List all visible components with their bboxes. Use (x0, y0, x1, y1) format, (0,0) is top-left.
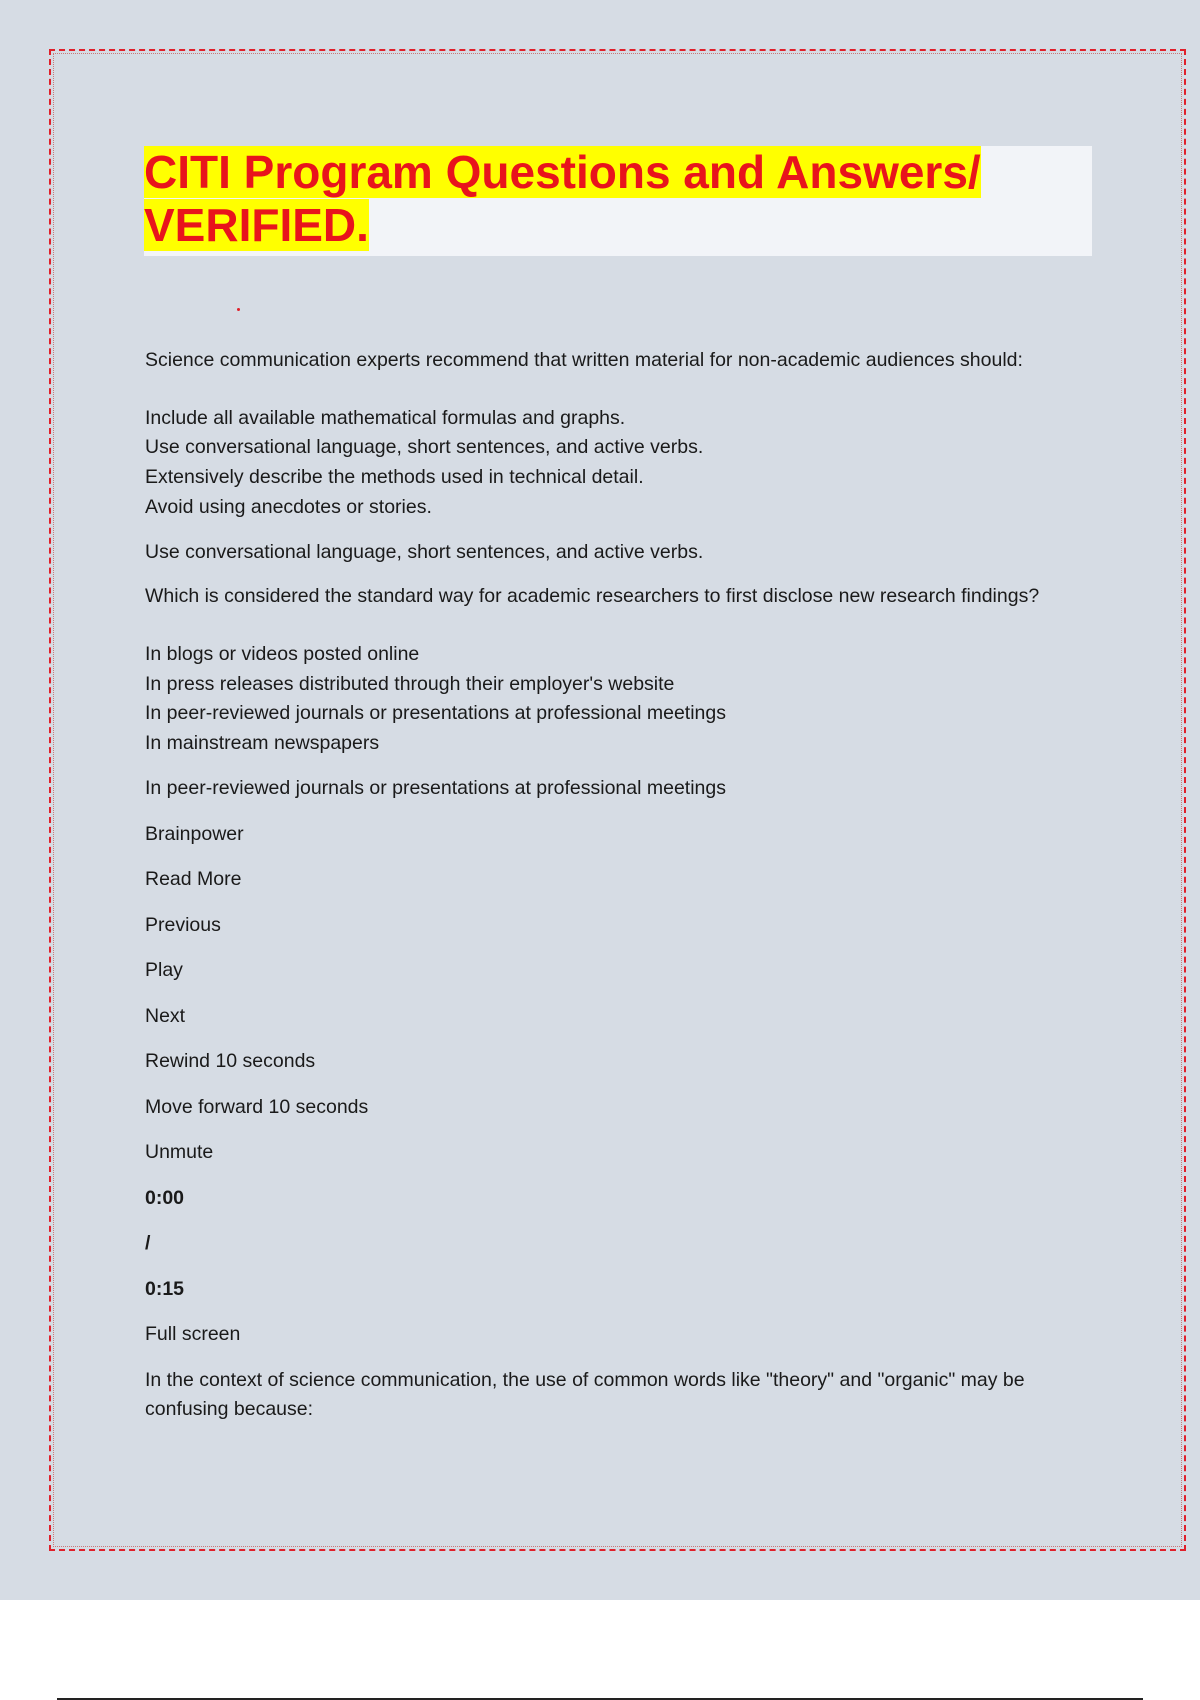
document-title: CITI Program Questions and Answers/ VERIFIED. (144, 146, 981, 251)
duration-time: 0:15 (145, 1278, 185, 1300)
q2-option-1: In blogs or videos posted online (145, 643, 420, 665)
read-more-link[interactable]: Read More (145, 868, 242, 890)
q1-answer: Use conversational language, short sentences, and active verbs. (145, 541, 704, 563)
previous-button[interactable]: Previous (145, 914, 221, 936)
red-dot-mark (237, 308, 240, 311)
q2-option-4: In mainstream newspapers (145, 732, 380, 754)
question-1: Science communication experts recommend that written material for non-academic audiences should: (145, 349, 1023, 371)
q1-option-3: Extensively describe the methods used in technical detail. (145, 466, 644, 488)
next-button[interactable]: Next (145, 1005, 186, 1027)
q1-option-4: Avoid using anecdotes or stories. (145, 496, 432, 518)
unmute-button[interactable]: Unmute (145, 1141, 214, 1163)
full-screen-button[interactable]: Full screen (145, 1323, 241, 1345)
play-button[interactable]: Play (145, 959, 183, 981)
current-time: 0:00 (145, 1187, 185, 1209)
q2-option-3: In peer-reviewed journals or presentations at professional meetings (145, 702, 726, 724)
q1-option-2: Use conversational language, short sentences, and active verbs. (145, 436, 704, 458)
forward-button[interactable]: Move forward 10 seconds (145, 1096, 369, 1118)
player-brand: Brainpower (145, 823, 244, 845)
q2-option-2: In press releases distributed through their employer's website (145, 673, 675, 695)
time-separator: / (145, 1232, 151, 1254)
q2-answer: In peer-reviewed journals or presentations at professional meetings (145, 777, 726, 799)
question-2: Which is considered the standard way for academic researchers to first disclose new research findings? (145, 585, 1040, 607)
q1-option-1: Include all available mathematical formulas and graphs. (145, 407, 626, 429)
rewind-button[interactable]: Rewind 10 seconds (145, 1050, 316, 1072)
question-3: In the context of science communication, the use of common words like "theory" and "organic" may be confusing because: (145, 1369, 1025, 1420)
